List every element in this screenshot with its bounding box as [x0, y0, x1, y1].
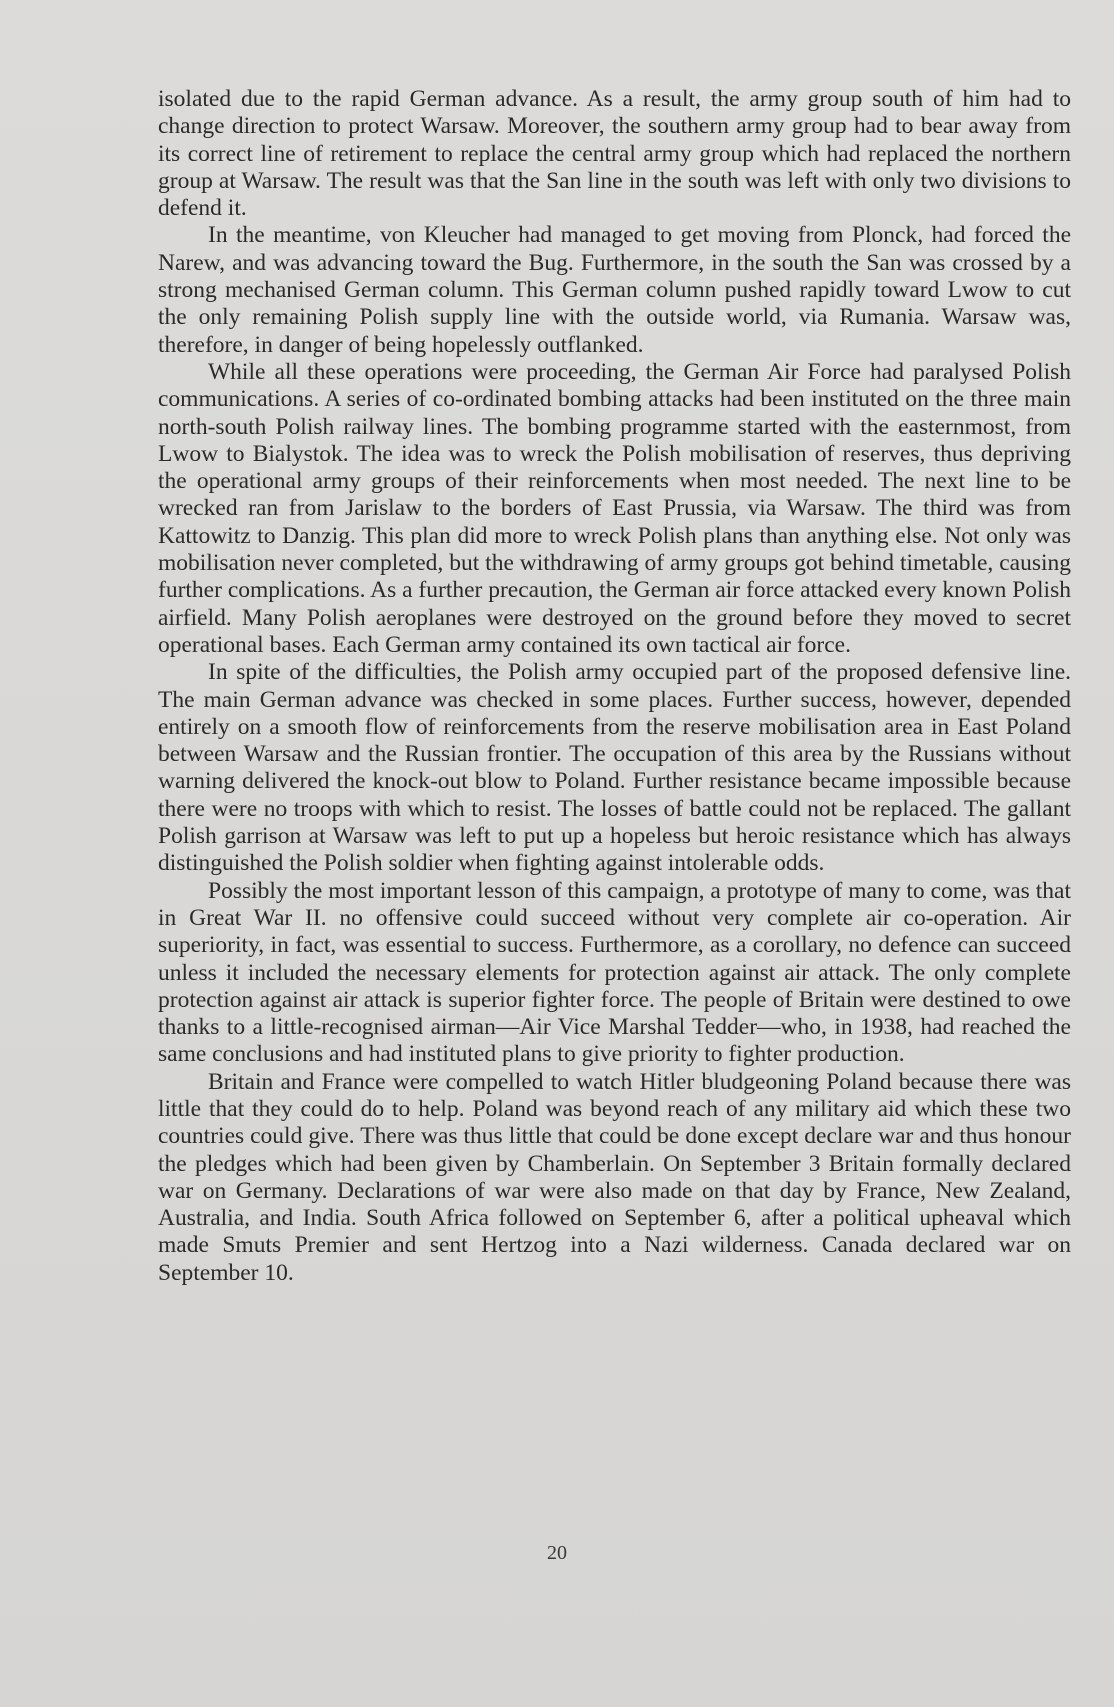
page-number: 20 [547, 1542, 567, 1564]
paragraph-4: In spite of the difficulties, the Polish army occupied part of the proposed defensive line. The main German advance was checked in some places. Further success, however, depended entirely on a smooth flow of reinforcements from the reserve mobilisation area in East Poland between Warsaw and the Russian frontier. The occupation of this area by the Russians without warning delivered the knock-out blow to Poland. Further resistance became impossible because there were no troops with which to resist. The losses of battle could not be replaced. The gallant Polish garrison at Warsaw was left to put up a hopeless but heroic resistance which has always distinguished the Polish soldier when fighting against intolerable odds. [158, 659, 1071, 877]
body-text [158, 86, 1071, 1287]
paragraph-1: isolated due to the rapid German advance. As a result, the army group south of him had to change direction to protect Warsaw. Moreover, the southern army group had to bear away from its correct line of retirement to replace the central army group which had replaced the northern group at Warsaw. The result was that the San line in the south was left with only two divisions to defend it. [158, 86, 1071, 222]
paragraph-5: Possibly the most important lesson of this campaign, a prototype of many to come, was that in Great War II. no offensive could succeed without very complete air co-operation. Air superiority, in fact, was essential to success. Furthermore, as a corollary, no defence can succeed unless it included the necessary elements for protection against air attack. The only complete protection against air attack is superior fighter force. The people of Britain were destined to owe thanks to a little-recognised airman—Air Vice Marshal Tedder—who, in 1938, had reached the same conclusions and had instituted plans to give priority to fighter production. [158, 877, 1071, 1068]
paragraph-6: Britain and France were compelled to watch Hitler bludgeoning Poland because there was little that they could do to help. Poland was beyond reach of any military aid which these two countries could give. There was thus little that could be done except declare war and thus honour the pledges which had been given by Chamberlain. On September 3 Britain formally declared war on Germany. Declarations of war were also made on that day by France, New Zealand, Australia, and India. South Africa followed on September 6, after a political upheaval which made Smuts Premier and sent Hertzog into a Nazi wilderness. Canada declared war on September 10. [158, 1068, 1071, 1286]
paragraph-3: While all these operations were proceeding, the German Air Force had paralysed Polish communications. A series of co-ordinated bombing attacks had been instituted on the three main north-south Polish railway lines. The bombing programme started with the easternmost, from Lwow to Bialystok. The idea was to wreck the Polish mobilisation of reserves, thus depriving the operational army groups of their reinforcements when most needed. The next line to be wrecked ran from Jarislaw to the borders of East Prussia, via Warsaw. The third was from Kattowitz to Danzig. This plan did more to wreck Polish plans than anything else. Not only was mobilisation never completed, but the withdrawing of army groups got behind timetable, causing further complications. As a further precaution, the German air force attacked every known Polish airfield. Many Polish aeroplanes were destroyed on the ground before they moved to secret operational bases. Each German army contained its own tactical air force. [158, 358, 1071, 658]
paragraph-2: In the meantime, von Kleucher had managed to get moving from Plonck, had forced the Narew, and was advancing toward the Bug. Furthermore, in the south the San was crossed by a strong mechanised German column. This German column pushed rapidly toward Lwow to cut the only remaining Polish supply line with the outside world, via Rumania. Warsaw was, therefore, in danger of being hopelessly outflanked. [158, 222, 1071, 358]
